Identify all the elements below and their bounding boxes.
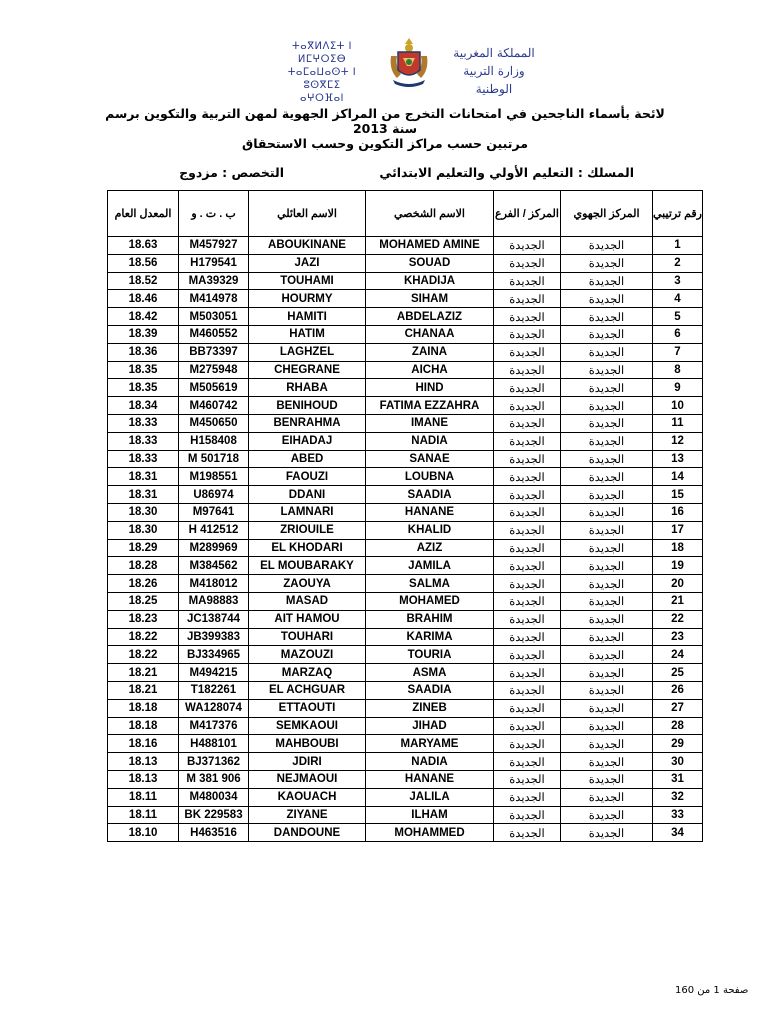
cell-cin: H158408 <box>179 432 249 450</box>
cell-region: الجديدة <box>561 343 653 361</box>
cell-rank: 29 <box>653 735 703 753</box>
cell-branch: الجديدة <box>494 325 561 343</box>
cell-first-name: ZINEB <box>366 699 494 717</box>
table-row <box>108 664 703 682</box>
table-row <box>108 254 703 272</box>
cell-cin: M198551 <box>179 468 249 486</box>
table-row <box>108 432 703 450</box>
cell-branch: الجديدة <box>494 628 561 646</box>
cell-region: الجديدة <box>561 450 653 468</box>
cell-last-name: EIHADAJ <box>249 432 366 450</box>
cell-first-name: HANANE <box>366 770 494 788</box>
cell-average: 18.26 <box>108 575 179 593</box>
cell-average: 18.18 <box>108 699 179 717</box>
header-cin: ب . ت . و <box>179 191 249 237</box>
cell-region: الجديدة <box>561 824 653 842</box>
cell-average: 18.36 <box>108 343 179 361</box>
cell-cin: BJ371362 <box>179 753 249 771</box>
cell-branch: الجديدة <box>494 379 561 397</box>
cell-average: 18.13 <box>108 753 179 771</box>
table-row <box>108 592 703 610</box>
cell-cin: M494215 <box>179 664 249 682</box>
cell-branch: الجديدة <box>494 237 561 255</box>
kingdom-name: المملكة المغربية <box>453 46 535 60</box>
cell-branch: الجديدة <box>494 824 561 842</box>
cell-first-name: NADIA <box>366 753 494 771</box>
cell-region: الجديدة <box>561 788 653 806</box>
cell-last-name: RHABA <box>249 379 366 397</box>
cell-last-name: LAGHZEL <box>249 343 366 361</box>
cell-first-name: JALILA <box>366 788 494 806</box>
cell-average: 18.42 <box>108 308 179 326</box>
tifinagh-line-3: ⴰⵖⵔⴼⴰⵏ <box>299 93 345 104</box>
cell-average: 18.10 <box>108 824 179 842</box>
cell-first-name: AZIZ <box>366 539 494 557</box>
cell-first-name: SAADIA <box>366 681 494 699</box>
table-body <box>108 237 703 842</box>
cell-last-name: EL ACHGUAR <box>249 681 366 699</box>
cell-region: الجديدة <box>561 486 653 504</box>
cell-rank: 33 <box>653 806 703 824</box>
table-row <box>108 628 703 646</box>
table-row <box>108 610 703 628</box>
cell-first-name: MOHAMED <box>366 592 494 610</box>
cell-average: 18.46 <box>108 290 179 308</box>
cell-region: الجديدة <box>561 699 653 717</box>
table-row <box>108 272 703 290</box>
cell-last-name: DDANI <box>249 486 366 504</box>
cell-first-name: HANANE <box>366 503 494 521</box>
cell-first-name: MOHAMED AMINE <box>366 237 494 255</box>
cell-branch: الجديدة <box>494 806 561 824</box>
cell-first-name: AICHA <box>366 361 494 379</box>
cell-cin: M450650 <box>179 414 249 432</box>
page-footer: صفحة 1 من 160 <box>675 985 749 996</box>
cell-cin: M417376 <box>179 717 249 735</box>
table-row <box>108 450 703 468</box>
cell-region: الجديدة <box>561 575 653 593</box>
cell-average: 18.30 <box>108 521 179 539</box>
cell-cin: WA128074 <box>179 699 249 717</box>
cell-rank: 16 <box>653 503 703 521</box>
cell-branch: الجديدة <box>494 717 561 735</box>
cell-cin: M505619 <box>179 379 249 397</box>
cell-first-name: JIHAD <box>366 717 494 735</box>
table-row <box>108 646 703 664</box>
cell-branch: الجديدة <box>494 610 561 628</box>
cell-last-name: KAOUACH <box>249 788 366 806</box>
cell-branch: الجديدة <box>494 575 561 593</box>
cell-region: الجديدة <box>561 681 653 699</box>
cell-last-name: ABOUKINANE <box>249 237 366 255</box>
cell-rank: 20 <box>653 575 703 593</box>
cell-last-name: DANDOUNE <box>249 824 366 842</box>
cell-last-name: NEJMAOUI <box>249 770 366 788</box>
cell-region: الجديدة <box>561 379 653 397</box>
table-row <box>108 325 703 343</box>
table-row <box>108 414 703 432</box>
cell-average: 18.25 <box>108 592 179 610</box>
cell-cin: M460742 <box>179 397 249 415</box>
cell-rank: 4 <box>653 290 703 308</box>
cell-rank: 25 <box>653 664 703 682</box>
cell-first-name: SIHAM <box>366 290 494 308</box>
cell-first-name: SAADIA <box>366 486 494 504</box>
track-label: المسلك : التعليم الأولي والتعليم الابتدائي <box>379 165 634 180</box>
cell-rank: 32 <box>653 788 703 806</box>
page-subtitle: مرتبين حسب مراكز التكوين وحسب الاستحقاق <box>242 136 528 151</box>
cell-average: 18.63 <box>108 237 179 255</box>
cell-average: 18.29 <box>108 539 179 557</box>
cell-last-name: EL KHODARI <box>249 539 366 557</box>
cell-region: الجديدة <box>561 770 653 788</box>
cell-branch: الجديدة <box>494 397 561 415</box>
cell-cin: M 381 906 <box>179 770 249 788</box>
cell-branch: الجديدة <box>494 503 561 521</box>
cell-rank: 1 <box>653 237 703 255</box>
table-header-row <box>108 191 703 237</box>
cell-branch: الجديدة <box>494 681 561 699</box>
table-row <box>108 699 703 717</box>
cell-last-name: BENRAHMA <box>249 414 366 432</box>
table-row <box>108 539 703 557</box>
cell-last-name: HAMITI <box>249 308 366 326</box>
specialty-label: التخصص : مزدوج <box>179 165 284 180</box>
cell-first-name: CHANAA <box>366 325 494 343</box>
cell-rank: 31 <box>653 770 703 788</box>
cell-cin: M503051 <box>179 308 249 326</box>
cell-average: 18.23 <box>108 610 179 628</box>
cell-branch: الجديدة <box>494 468 561 486</box>
cell-rank: 27 <box>653 699 703 717</box>
cell-cin: M384562 <box>179 557 249 575</box>
cell-branch: الجديدة <box>494 699 561 717</box>
cell-last-name: ZAOUYA <box>249 575 366 593</box>
cell-average: 18.31 <box>108 468 179 486</box>
cell-rank: 15 <box>653 486 703 504</box>
cell-region: الجديدة <box>561 272 653 290</box>
table-row <box>108 770 703 788</box>
cell-region: الجديدة <box>561 664 653 682</box>
cell-branch: الجديدة <box>494 557 561 575</box>
cell-rank: 2 <box>653 254 703 272</box>
cell-average: 18.34 <box>108 397 179 415</box>
cell-cin: H463516 <box>179 824 249 842</box>
cell-region: الجديدة <box>561 735 653 753</box>
cell-cin: M414978 <box>179 290 249 308</box>
cell-branch: الجديدة <box>494 788 561 806</box>
cell-last-name: JDIRI <box>249 753 366 771</box>
cell-average: 18.30 <box>108 503 179 521</box>
cell-last-name: SEMKAOUI <box>249 717 366 735</box>
header-average: المعدل العام <box>108 191 179 237</box>
cell-average: 18.56 <box>108 254 179 272</box>
cell-branch: الجديدة <box>494 343 561 361</box>
cell-branch: الجديدة <box>494 272 561 290</box>
header-first-name: الاسم الشخصي <box>366 191 494 237</box>
table-row <box>108 753 703 771</box>
cell-rank: 30 <box>653 753 703 771</box>
table-row <box>108 557 703 575</box>
table-row <box>108 397 703 415</box>
cell-cin: MA39329 <box>179 272 249 290</box>
cell-last-name: MAZOUZI <box>249 646 366 664</box>
tifinagh-line-2: ⵜⴰⵎⴰⵡⴰⵙⵜ ⵏ ⵓⵙⴳⵎⵉ <box>287 67 357 91</box>
cell-branch: الجديدة <box>494 521 561 539</box>
cell-branch: الجديدة <box>494 735 561 753</box>
cell-first-name: ILHAM <box>366 806 494 824</box>
cell-region: الجديدة <box>561 592 653 610</box>
cell-cin: M460552 <box>179 325 249 343</box>
cell-last-name: HATIM <box>249 325 366 343</box>
cell-region: الجديدة <box>561 290 653 308</box>
cell-last-name: MAHBOUBI <box>249 735 366 753</box>
cell-cin: H488101 <box>179 735 249 753</box>
cell-average: 18.33 <box>108 450 179 468</box>
cell-rank: 7 <box>653 343 703 361</box>
cell-rank: 26 <box>653 681 703 699</box>
header-last-name: الاسم العائلي <box>249 191 366 237</box>
cell-first-name: ASMA <box>366 664 494 682</box>
cell-rank: 10 <box>653 397 703 415</box>
cell-average: 18.16 <box>108 735 179 753</box>
cell-region: الجديدة <box>561 503 653 521</box>
table-row <box>108 379 703 397</box>
cell-last-name: FAOUZI <box>249 468 366 486</box>
cell-rank: 12 <box>653 432 703 450</box>
cell-first-name: MOHAMMED <box>366 824 494 842</box>
cell-cin: JB399383 <box>179 628 249 646</box>
table-row <box>108 343 703 361</box>
table-row <box>108 575 703 593</box>
cell-average: 18.13 <box>108 770 179 788</box>
cell-region: الجديدة <box>561 254 653 272</box>
cell-cin: BJ334965 <box>179 646 249 664</box>
cell-branch: الجديدة <box>494 753 561 771</box>
cell-last-name: JAZI <box>249 254 366 272</box>
cell-rank: 28 <box>653 717 703 735</box>
table-row <box>108 486 703 504</box>
cell-cin: M289969 <box>179 539 249 557</box>
cell-branch: الجديدة <box>494 664 561 682</box>
cell-region: الجديدة <box>561 325 653 343</box>
cell-rank: 8 <box>653 361 703 379</box>
cell-region: الجديدة <box>561 628 653 646</box>
cell-last-name: HOURMY <box>249 290 366 308</box>
cell-rank: 24 <box>653 646 703 664</box>
cell-first-name: ZAINA <box>366 343 494 361</box>
cell-rank: 11 <box>653 414 703 432</box>
cell-branch: الجديدة <box>494 592 561 610</box>
cell-rank: 18 <box>653 539 703 557</box>
cell-last-name: TOUHAMI <box>249 272 366 290</box>
cell-first-name: MARYAME <box>366 735 494 753</box>
header-region: المركز الجهوي <box>561 191 653 237</box>
cell-rank: 34 <box>653 824 703 842</box>
cell-cin: M97641 <box>179 503 249 521</box>
cell-average: 18.35 <box>108 379 179 397</box>
cell-rank: 23 <box>653 628 703 646</box>
table-row <box>108 521 703 539</box>
cell-branch: الجديدة <box>494 361 561 379</box>
cell-rank: 19 <box>653 557 703 575</box>
cell-last-name: AIT HAMOU <box>249 610 366 628</box>
cell-rank: 9 <box>653 379 703 397</box>
cell-region: الجديدة <box>561 521 653 539</box>
table-row <box>108 290 703 308</box>
table-row <box>108 788 703 806</box>
cell-rank: 6 <box>653 325 703 343</box>
cell-first-name: LOUBNA <box>366 468 494 486</box>
table-row <box>108 824 703 842</box>
cell-region: الجديدة <box>561 468 653 486</box>
cell-first-name: FATIMA EZZAHRA <box>366 397 494 415</box>
cell-cin: H179541 <box>179 254 249 272</box>
cell-average: 18.35 <box>108 361 179 379</box>
cell-average: 18.11 <box>108 806 179 824</box>
cell-branch: الجديدة <box>494 290 561 308</box>
cell-last-name: BENIHOUD <box>249 397 366 415</box>
cell-average: 18.21 <box>108 681 179 699</box>
cell-rank: 5 <box>653 308 703 326</box>
cell-branch: الجديدة <box>494 254 561 272</box>
cell-cin: M 501718 <box>179 450 249 468</box>
arabic-ministry-header <box>446 44 542 98</box>
cell-first-name: BRAHIM <box>366 610 494 628</box>
cell-last-name: LAMNARI <box>249 503 366 521</box>
cell-cin: M457927 <box>179 237 249 255</box>
cell-last-name: ZIYANE <box>249 806 366 824</box>
table-row <box>108 237 703 255</box>
cell-region: الجديدة <box>561 237 653 255</box>
cell-average: 18.18 <box>108 717 179 735</box>
cell-first-name: SOUAD <box>366 254 494 272</box>
cell-cin: H 412512 <box>179 521 249 539</box>
cell-region: الجديدة <box>561 397 653 415</box>
cell-cin: BK 229583 <box>179 806 249 824</box>
cell-last-name: TOUHARI <box>249 628 366 646</box>
cell-branch: الجديدة <box>494 770 561 788</box>
cell-branch: الجديدة <box>494 414 561 432</box>
cell-first-name: SALMA <box>366 575 494 593</box>
cell-average: 18.28 <box>108 557 179 575</box>
results-table <box>107 190 703 842</box>
cell-last-name: MASAD <box>249 592 366 610</box>
cell-average: 18.21 <box>108 664 179 682</box>
cell-rank: 21 <box>653 592 703 610</box>
cell-cin: U86974 <box>179 486 249 504</box>
cell-first-name: NADIA <box>366 432 494 450</box>
table-row <box>108 717 703 735</box>
header-branch: المركز / الفرع <box>494 191 561 237</box>
table-row <box>108 735 703 753</box>
cell-rank: 22 <box>653 610 703 628</box>
table-row <box>108 503 703 521</box>
cell-cin: T182261 <box>179 681 249 699</box>
cell-region: الجديدة <box>561 361 653 379</box>
cell-region: الجديدة <box>561 646 653 664</box>
ministry-name: وزارة التربية الوطنية <box>463 64 525 96</box>
cell-region: الجديدة <box>561 557 653 575</box>
cell-rank: 13 <box>653 450 703 468</box>
cell-branch: الجديدة <box>494 308 561 326</box>
cell-region: الجديدة <box>561 432 653 450</box>
cell-cin: MA98883 <box>179 592 249 610</box>
cell-last-name: ETTAOUTI <box>249 699 366 717</box>
cell-average: 18.22 <box>108 628 179 646</box>
cell-region: الجديدة <box>561 414 653 432</box>
cell-first-name: SANAE <box>366 450 494 468</box>
cell-last-name: MARZAQ <box>249 664 366 682</box>
table-row <box>108 361 703 379</box>
cell-average: 18.22 <box>108 646 179 664</box>
cell-last-name: ABED <box>249 450 366 468</box>
cell-first-name: KARIMA <box>366 628 494 646</box>
cell-branch: الجديدة <box>494 432 561 450</box>
cell-average: 18.33 <box>108 414 179 432</box>
cell-average: 18.11 <box>108 788 179 806</box>
cell-first-name: ABDELAZIZ <box>366 308 494 326</box>
cell-region: الجديدة <box>561 539 653 557</box>
cell-cin: M418012 <box>179 575 249 593</box>
cell-branch: الجديدة <box>494 539 561 557</box>
cell-region: الجديدة <box>561 753 653 771</box>
cell-region: الجديدة <box>561 308 653 326</box>
cell-branch: الجديدة <box>494 646 561 664</box>
cell-first-name: KHALID <box>366 521 494 539</box>
tifinagh-ministry-header <box>272 40 372 105</box>
cell-cin: JC138744 <box>179 610 249 628</box>
table-row <box>108 681 703 699</box>
cell-rank: 3 <box>653 272 703 290</box>
cell-first-name: IMANE <box>366 414 494 432</box>
cell-first-name: KHADIJA <box>366 272 494 290</box>
cell-last-name: CHEGRANE <box>249 361 366 379</box>
table-row <box>108 308 703 326</box>
cell-first-name: HIND <box>366 379 494 397</box>
cell-first-name: TOURIA <box>366 646 494 664</box>
cell-region: الجديدة <box>561 806 653 824</box>
cell-average: 18.33 <box>108 432 179 450</box>
cell-last-name: ZRIOUILE <box>249 521 366 539</box>
page-title: لائحة بأسماء الناجحين في امتحانات التخرج من المراكز الجهوية لمهن التربية والتكوين برسم سنة 2013 <box>105 106 665 136</box>
cell-branch: الجديدة <box>494 486 561 504</box>
cell-cin: M480034 <box>179 788 249 806</box>
cell-last-name: EL MOUBARAKY <box>249 557 366 575</box>
cell-region: الجديدة <box>561 610 653 628</box>
header-rank: رقم ترتيبي <box>653 191 703 237</box>
cell-branch: الجديدة <box>494 450 561 468</box>
cell-first-name: JAMILA <box>366 557 494 575</box>
cell-average: 18.52 <box>108 272 179 290</box>
cell-cin: M275948 <box>179 361 249 379</box>
cell-rank: 14 <box>653 468 703 486</box>
table-row <box>108 468 703 486</box>
cell-average: 18.39 <box>108 325 179 343</box>
tifinagh-line-1: ⵜⴰⴳⵍⴷⵉⵜ ⵏ ⵍⵎⵖⵔⵉⴱ <box>292 41 352 65</box>
cell-cin: BB73397 <box>179 343 249 361</box>
cell-rank: 17 <box>653 521 703 539</box>
cell-average: 18.31 <box>108 486 179 504</box>
moroccan-coat-of-arms-icon <box>383 36 435 88</box>
cell-region: الجديدة <box>561 717 653 735</box>
table-row <box>108 806 703 824</box>
